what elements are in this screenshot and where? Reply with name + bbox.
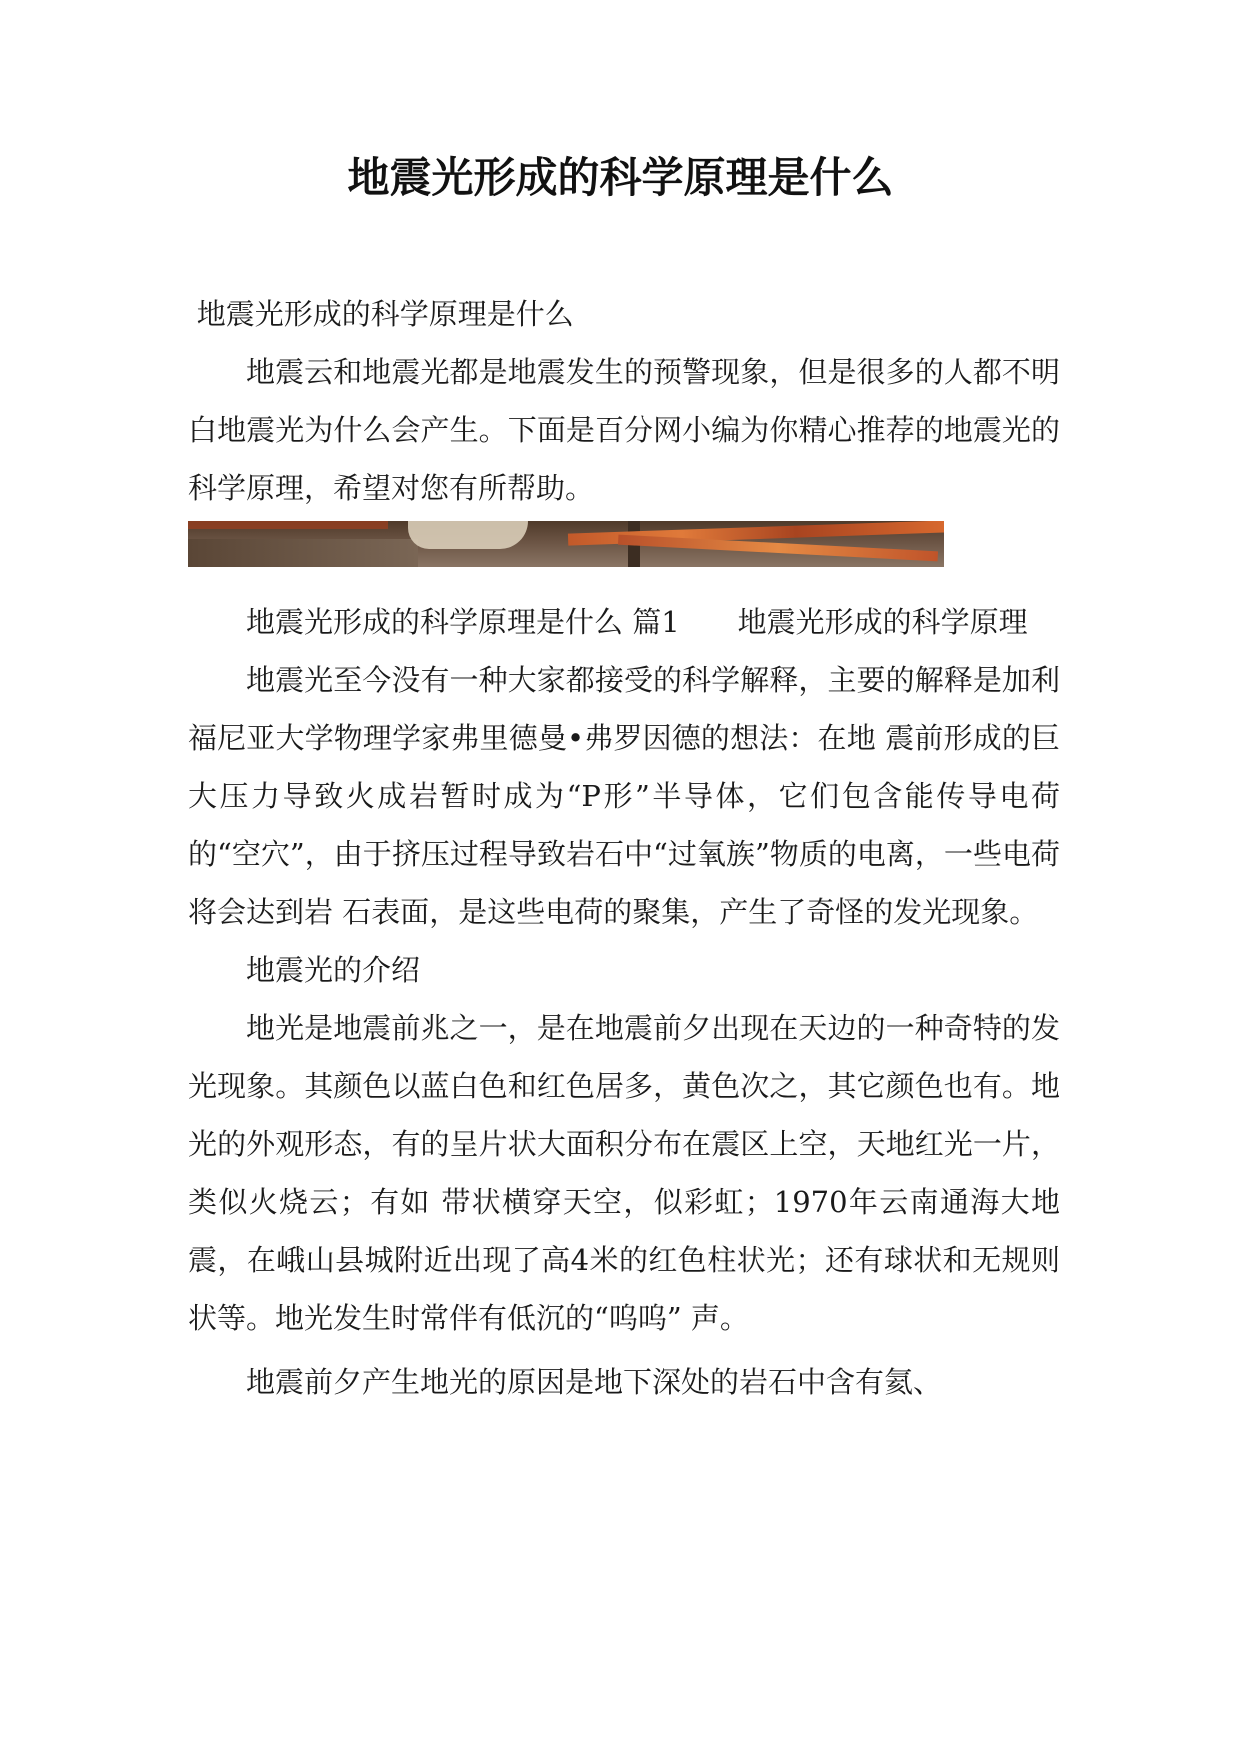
description-paragraph: 地光是地震前兆之一，是在地震前夕出现在天边的一种奇特的发光现象。其颜色以蓝白色和红色居多，黄色次之，其它颜色也有。地光的外观形态，有的呈片状大面积分布在震区上空，天地红光一片，类似火烧云；有如 带状横穿天空，似彩虹；1970年云南通海大地震，在峨山县城附近出现了高4米的红色柱状光；还有球状和无规则状等。地光发生时常伴有低沉的“呜呜” 声。 xyxy=(188,1011,1060,1335)
cause-paragraph: 地震前夕产生地光的原因是地下深处的岩石中含有氦、 xyxy=(246,1365,943,1399)
intro-paragraph: 地震云和地震光都是地震发生的预警现象，但是很多的人都不明白地震光为什么会产生。下面是百分网小编为你精心推荐的地震光的科学原理，希望对您有所帮助。 xyxy=(188,355,1060,505)
section-heading-paragraph: 地震光形成的科学原理是什么 篇1 地震光形成的科学原理 xyxy=(246,605,1028,639)
document-title: 地震光形成的科学原理是什么 xyxy=(347,153,894,202)
image-sack xyxy=(408,521,528,549)
document-body xyxy=(188,285,1060,1411)
explanation-paragraph: 地震光至今没有一种大家都接受的科学解释，主要的解释是加利福尼亚大学物理学家弗里德曼•弗罗因德的想法：在地 震前形成的巨大压力导致火成岩暂时成为“P形”半导体，它们包含能传导电荷的“空穴”，由于挤压过程导致岩石中“过氧族”物质的电离，一些电荷将会达到岩 石表面，是这些电荷的聚集，产生了奇怪的发光现象。 xyxy=(188,663,1060,929)
earthquake-debris-image xyxy=(188,521,944,567)
introduction-heading: 地震光的介绍 xyxy=(246,953,421,987)
image-debris xyxy=(618,535,938,562)
image-strip xyxy=(188,521,388,529)
subtitle-paragraph: 地震光形成的科学原理是什么 xyxy=(196,297,574,331)
image-ground xyxy=(188,539,418,567)
